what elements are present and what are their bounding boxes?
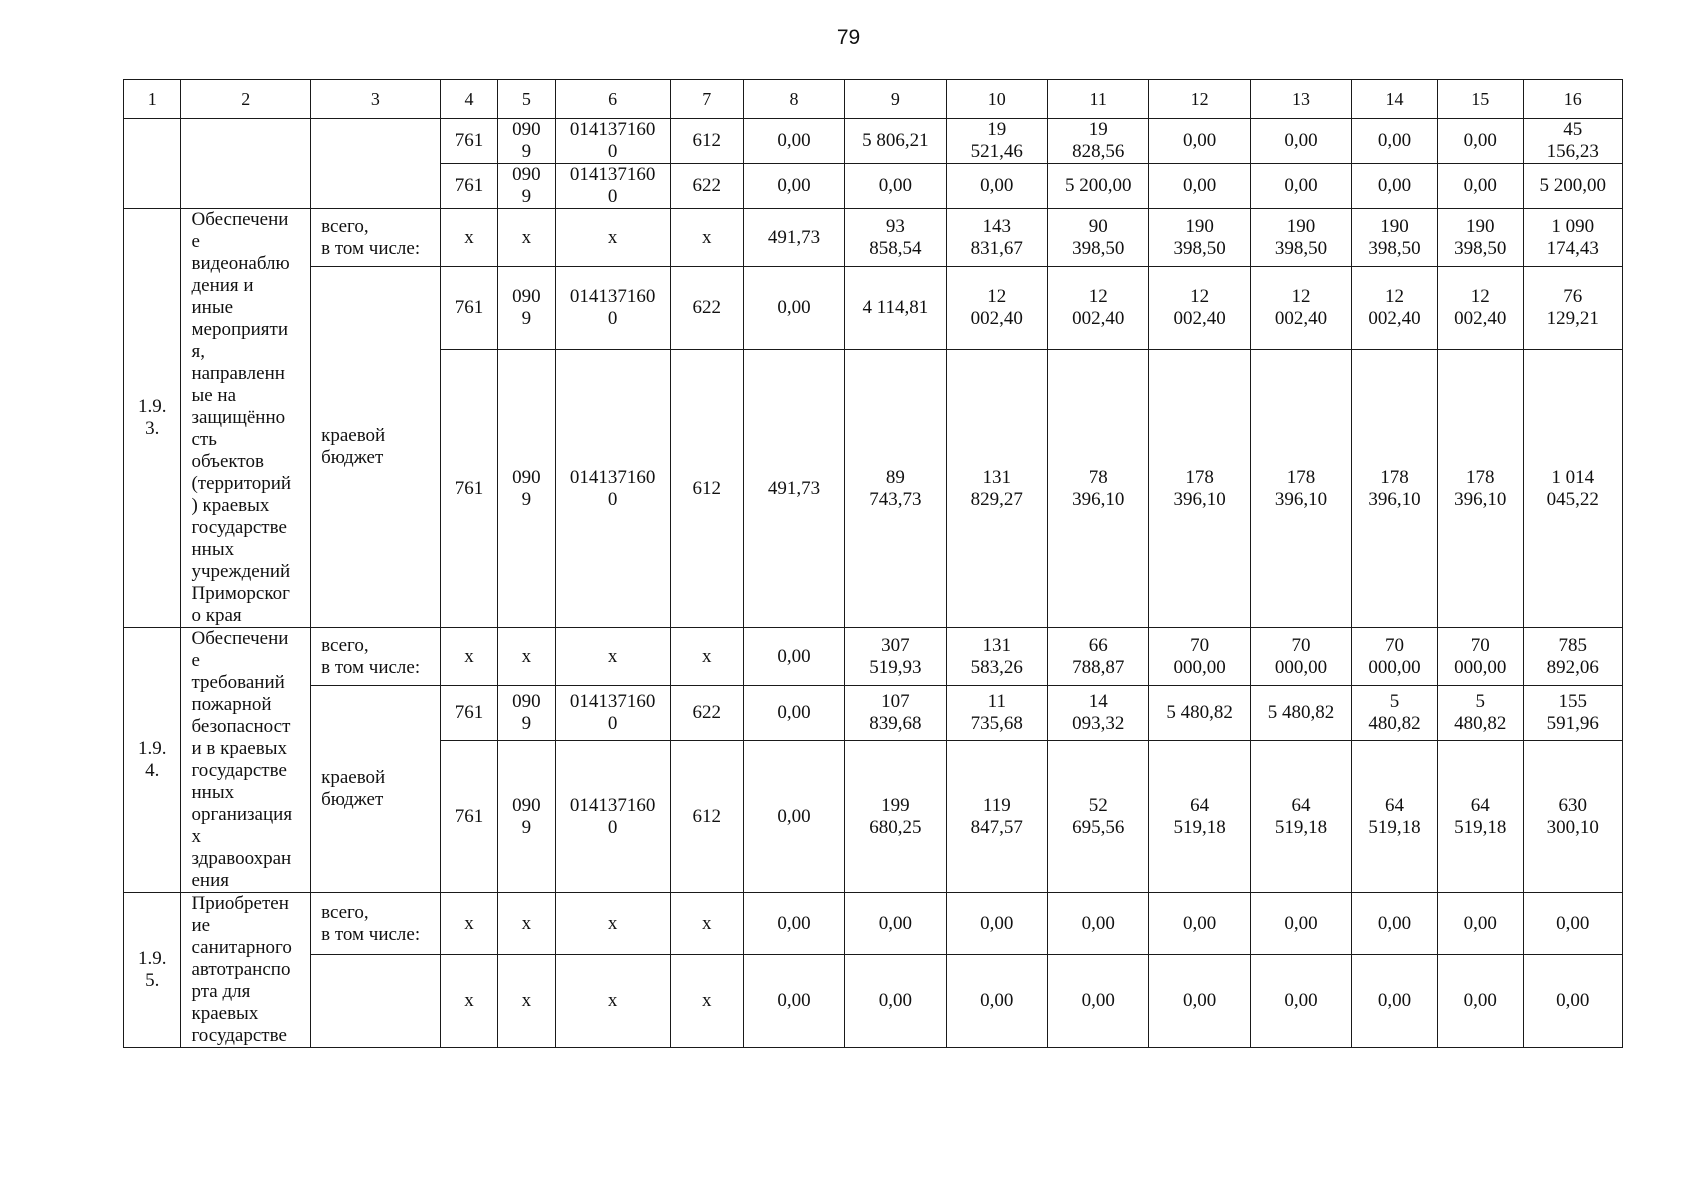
cell-col-13: 0,00 bbox=[1250, 164, 1351, 209]
table-row bbox=[124, 955, 1623, 1048]
cell-col-11: 0,00 bbox=[1048, 893, 1149, 955]
cell-col-6: 014137160 0 bbox=[555, 686, 670, 741]
cell-col-13: 0,00 bbox=[1250, 955, 1351, 1048]
cell-col-13: 190 398,50 bbox=[1250, 209, 1351, 267]
cell-col-16: 785 892,06 bbox=[1523, 628, 1622, 686]
cell-col-10: 131 829,27 bbox=[946, 350, 1047, 628]
cell-col-16: 0,00 bbox=[1523, 893, 1622, 955]
cell-col-9: 89 743,73 bbox=[845, 350, 946, 628]
cell-col-11: 90 398,50 bbox=[1048, 209, 1149, 267]
cell-col-6: 014137160 0 bbox=[555, 267, 670, 350]
cell-col-8: 0,00 bbox=[743, 686, 844, 741]
cell-col-12: 0,00 bbox=[1149, 119, 1250, 164]
table-row-total bbox=[124, 893, 1623, 955]
column-header: 13 bbox=[1250, 80, 1351, 119]
table-row bbox=[124, 119, 1623, 164]
column-header: 5 bbox=[498, 80, 555, 119]
cell-col-16: 45 156,23 bbox=[1523, 119, 1622, 164]
cell-col-10: 0,00 bbox=[946, 893, 1047, 955]
cell-col-6: 014137160 0 bbox=[555, 119, 670, 164]
cell-col-7: 612 bbox=[670, 119, 743, 164]
item-name: Обеспечени е требований пожарной безопасност и в краевых государстве нных организация х здравоохран ения bbox=[181, 628, 311, 893]
cell-col-14: 178 396,10 bbox=[1352, 350, 1438, 628]
cell-col-15: 70 000,00 bbox=[1437, 628, 1523, 686]
cell-col-15: 0,00 bbox=[1437, 955, 1523, 1048]
cell-col-8: 0,00 bbox=[743, 119, 844, 164]
cell-col-9: 5 806,21 bbox=[845, 119, 946, 164]
item-name: Приобретен ие санитарного автотранспо рта для краевых государстве bbox=[181, 893, 311, 1048]
cell-col-14: 70 000,00 bbox=[1352, 628, 1438, 686]
cell-col-14: 0,00 bbox=[1352, 955, 1438, 1048]
cell-col-10: 11 735,68 bbox=[946, 686, 1047, 741]
cell-col-10: 119 847,57 bbox=[946, 741, 1047, 893]
cell-col-6: 014137160 0 bbox=[555, 164, 670, 209]
cell-col-16: 5 200,00 bbox=[1523, 164, 1622, 209]
cell-col-11: 5 200,00 bbox=[1048, 164, 1149, 209]
cell-col-16: 1 090 174,43 bbox=[1523, 209, 1622, 267]
budget-table bbox=[123, 79, 1623, 1048]
total-label: всего, в том числе: bbox=[311, 893, 441, 955]
cell-col-14: 5 480,82 bbox=[1352, 686, 1438, 741]
cell-col-14: 12 002,40 bbox=[1352, 267, 1438, 350]
cell-col-4: x bbox=[440, 955, 497, 1048]
cell-col-11: 12 002,40 bbox=[1048, 267, 1149, 350]
cell-col-8: 0,00 bbox=[743, 164, 844, 209]
column-header: 16 bbox=[1523, 80, 1622, 119]
table-row bbox=[124, 686, 1623, 741]
cell-col-7: 622 bbox=[670, 686, 743, 741]
item-number: 1.9. 3. bbox=[124, 209, 181, 628]
cell-col-7: 612 bbox=[670, 350, 743, 628]
funding-source: краевой бюджет bbox=[311, 267, 441, 628]
cell-col-11: 0,00 bbox=[1048, 955, 1149, 1048]
cell-col-11: 78 396,10 bbox=[1048, 350, 1149, 628]
cell-col-11: 19 828,56 bbox=[1048, 119, 1149, 164]
column-header: 8 bbox=[743, 80, 844, 119]
cell-col-6: x bbox=[555, 955, 670, 1048]
cell-col-9: 0,00 bbox=[845, 164, 946, 209]
cell-col-8: 491,73 bbox=[743, 209, 844, 267]
cell-col-8: 0,00 bbox=[743, 267, 844, 350]
cell-col-5: 090 9 bbox=[498, 119, 555, 164]
funding-source: краевой бюджет bbox=[311, 686, 441, 893]
item-number: 1.9. 4. bbox=[124, 628, 181, 893]
cell-col-10: 19 521,46 bbox=[946, 119, 1047, 164]
cell-col-13: 5 480,82 bbox=[1250, 686, 1351, 741]
cell-col-5: x bbox=[498, 628, 555, 686]
cell-col-15: 5 480,82 bbox=[1437, 686, 1523, 741]
cell-col-12: 0,00 bbox=[1149, 164, 1250, 209]
cell-col-4: 761 bbox=[440, 119, 497, 164]
cell-col-10: 143 831,67 bbox=[946, 209, 1047, 267]
total-label: всего, в том числе: bbox=[311, 209, 441, 267]
cell-col-16: 1 014 045,22 bbox=[1523, 350, 1622, 628]
column-header: 15 bbox=[1437, 80, 1523, 119]
cell-col-16: 155 591,96 bbox=[1523, 686, 1622, 741]
cell-col-13: 0,00 bbox=[1250, 893, 1351, 955]
cell-col-5: 090 9 bbox=[498, 741, 555, 893]
cell-col-7: x bbox=[670, 209, 743, 267]
cell-col-4: x bbox=[440, 893, 497, 955]
cell-col-10: 131 583,26 bbox=[946, 628, 1047, 686]
table-row-total bbox=[124, 209, 1623, 267]
cell-col-4: 761 bbox=[440, 350, 497, 628]
cell-col-14: 64 519,18 bbox=[1352, 741, 1438, 893]
cell-col-5: x bbox=[498, 955, 555, 1048]
cell-col-7: 612 bbox=[670, 741, 743, 893]
cell-col-12: 178 396,10 bbox=[1149, 350, 1250, 628]
cell-col-9: 307 519,93 bbox=[845, 628, 946, 686]
cell-col-11: 52 695,56 bbox=[1048, 741, 1149, 893]
column-header: 12 bbox=[1149, 80, 1250, 119]
cell-col-6: x bbox=[555, 893, 670, 955]
cell-col-4: 761 bbox=[440, 267, 497, 350]
column-header: 3 bbox=[311, 80, 441, 119]
column-header: 11 bbox=[1048, 80, 1149, 119]
cell-col-6: x bbox=[555, 209, 670, 267]
cell-col-12: 70 000,00 bbox=[1149, 628, 1250, 686]
cell-col-13: 70 000,00 bbox=[1250, 628, 1351, 686]
column-header: 10 bbox=[946, 80, 1047, 119]
cell-col-15: 64 519,18 bbox=[1437, 741, 1523, 893]
cell-col-5: x bbox=[498, 209, 555, 267]
total-label: всего, в том числе: bbox=[311, 628, 441, 686]
cell-col-12: 190 398,50 bbox=[1149, 209, 1250, 267]
cell-col-6: x bbox=[555, 628, 670, 686]
cell-col-7: x bbox=[670, 955, 743, 1048]
column-header: 9 bbox=[845, 80, 946, 119]
cell-col-13: 64 519,18 bbox=[1250, 741, 1351, 893]
cell-col-8: 0,00 bbox=[743, 955, 844, 1048]
cell-col-15: 0,00 bbox=[1437, 119, 1523, 164]
cell-col-7: x bbox=[670, 893, 743, 955]
cell-col-7: 622 bbox=[670, 267, 743, 350]
funding-source-cell bbox=[311, 119, 441, 209]
cell-col-8: 491,73 bbox=[743, 350, 844, 628]
cell-col-13: 12 002,40 bbox=[1250, 267, 1351, 350]
column-header: 6 bbox=[555, 80, 670, 119]
cell-col-14: 0,00 bbox=[1352, 164, 1438, 209]
cell-col-8: 0,00 bbox=[743, 893, 844, 955]
item-number: 1.9. 5. bbox=[124, 893, 181, 1048]
column-header: 4 bbox=[440, 80, 497, 119]
cell-col-11: 14 093,32 bbox=[1048, 686, 1149, 741]
cell-col-12: 5 480,82 bbox=[1149, 686, 1250, 741]
cell-col-9: 0,00 bbox=[845, 893, 946, 955]
item-name: Обеспечени е видеонаблю дения и иные мероприяти я, направленн ые на защищённо сть объектов (территорий ) краевых государстве нных учреждений Приморског о края bbox=[181, 209, 311, 628]
column-header: 14 bbox=[1352, 80, 1438, 119]
cell-col-4: 761 bbox=[440, 164, 497, 209]
cell-col-6: 014137160 0 bbox=[555, 741, 670, 893]
column-header: 1 bbox=[124, 80, 181, 119]
item-name-cell bbox=[181, 119, 311, 209]
cell-col-4: 761 bbox=[440, 741, 497, 893]
cell-col-12: 0,00 bbox=[1149, 893, 1250, 955]
cell-col-16: 76 129,21 bbox=[1523, 267, 1622, 350]
cell-col-5: x bbox=[498, 893, 555, 955]
cell-col-11: 66 788,87 bbox=[1048, 628, 1149, 686]
cell-col-4: x bbox=[440, 209, 497, 267]
cell-col-6: 014137160 0 bbox=[555, 350, 670, 628]
cell-col-9: 107 839,68 bbox=[845, 686, 946, 741]
cell-col-10: 0,00 bbox=[946, 164, 1047, 209]
cell-col-16: 0,00 bbox=[1523, 955, 1622, 1048]
cell-col-12: 64 519,18 bbox=[1149, 741, 1250, 893]
page-number: 79 bbox=[836, 26, 861, 49]
cell-col-13: 178 396,10 bbox=[1250, 350, 1351, 628]
cell-col-9: 4 114,81 bbox=[845, 267, 946, 350]
cell-col-8: 0,00 bbox=[743, 741, 844, 893]
cell-col-12: 0,00 bbox=[1149, 955, 1250, 1048]
cell-col-9: 199 680,25 bbox=[845, 741, 946, 893]
cell-col-7: 622 bbox=[670, 164, 743, 209]
cell-col-14: 190 398,50 bbox=[1352, 209, 1438, 267]
item-number-cell bbox=[124, 119, 181, 209]
cell-col-13: 0,00 bbox=[1250, 119, 1351, 164]
table-row-total bbox=[124, 628, 1623, 686]
cell-col-9: 93 858,54 bbox=[845, 209, 946, 267]
cell-col-5: 090 9 bbox=[498, 686, 555, 741]
cell-col-15: 190 398,50 bbox=[1437, 209, 1523, 267]
cell-col-15: 0,00 bbox=[1437, 164, 1523, 209]
column-header: 7 bbox=[670, 80, 743, 119]
cell-col-15: 178 396,10 bbox=[1437, 350, 1523, 628]
cell-col-4: x bbox=[440, 628, 497, 686]
cell-col-15: 12 002,40 bbox=[1437, 267, 1523, 350]
cell-col-16: 630 300,10 bbox=[1523, 741, 1622, 893]
cell-col-15: 0,00 bbox=[1437, 893, 1523, 955]
cell-col-14: 0,00 bbox=[1352, 119, 1438, 164]
cell-col-8: 0,00 bbox=[743, 628, 844, 686]
cell-col-7: x bbox=[670, 628, 743, 686]
funding-source bbox=[311, 955, 441, 1048]
cell-col-5: 090 9 bbox=[498, 164, 555, 209]
table-row bbox=[124, 267, 1623, 350]
cell-col-10: 0,00 bbox=[946, 955, 1047, 1048]
cell-col-9: 0,00 bbox=[845, 955, 946, 1048]
cell-col-5: 090 9 bbox=[498, 267, 555, 350]
cell-col-5: 090 9 bbox=[498, 350, 555, 628]
column-header: 2 bbox=[181, 80, 311, 119]
cell-col-10: 12 002,40 bbox=[946, 267, 1047, 350]
cell-col-12: 12 002,40 bbox=[1149, 267, 1250, 350]
cell-col-14: 0,00 bbox=[1352, 893, 1438, 955]
cell-col-4: 761 bbox=[440, 686, 497, 741]
header-row bbox=[124, 80, 1623, 119]
